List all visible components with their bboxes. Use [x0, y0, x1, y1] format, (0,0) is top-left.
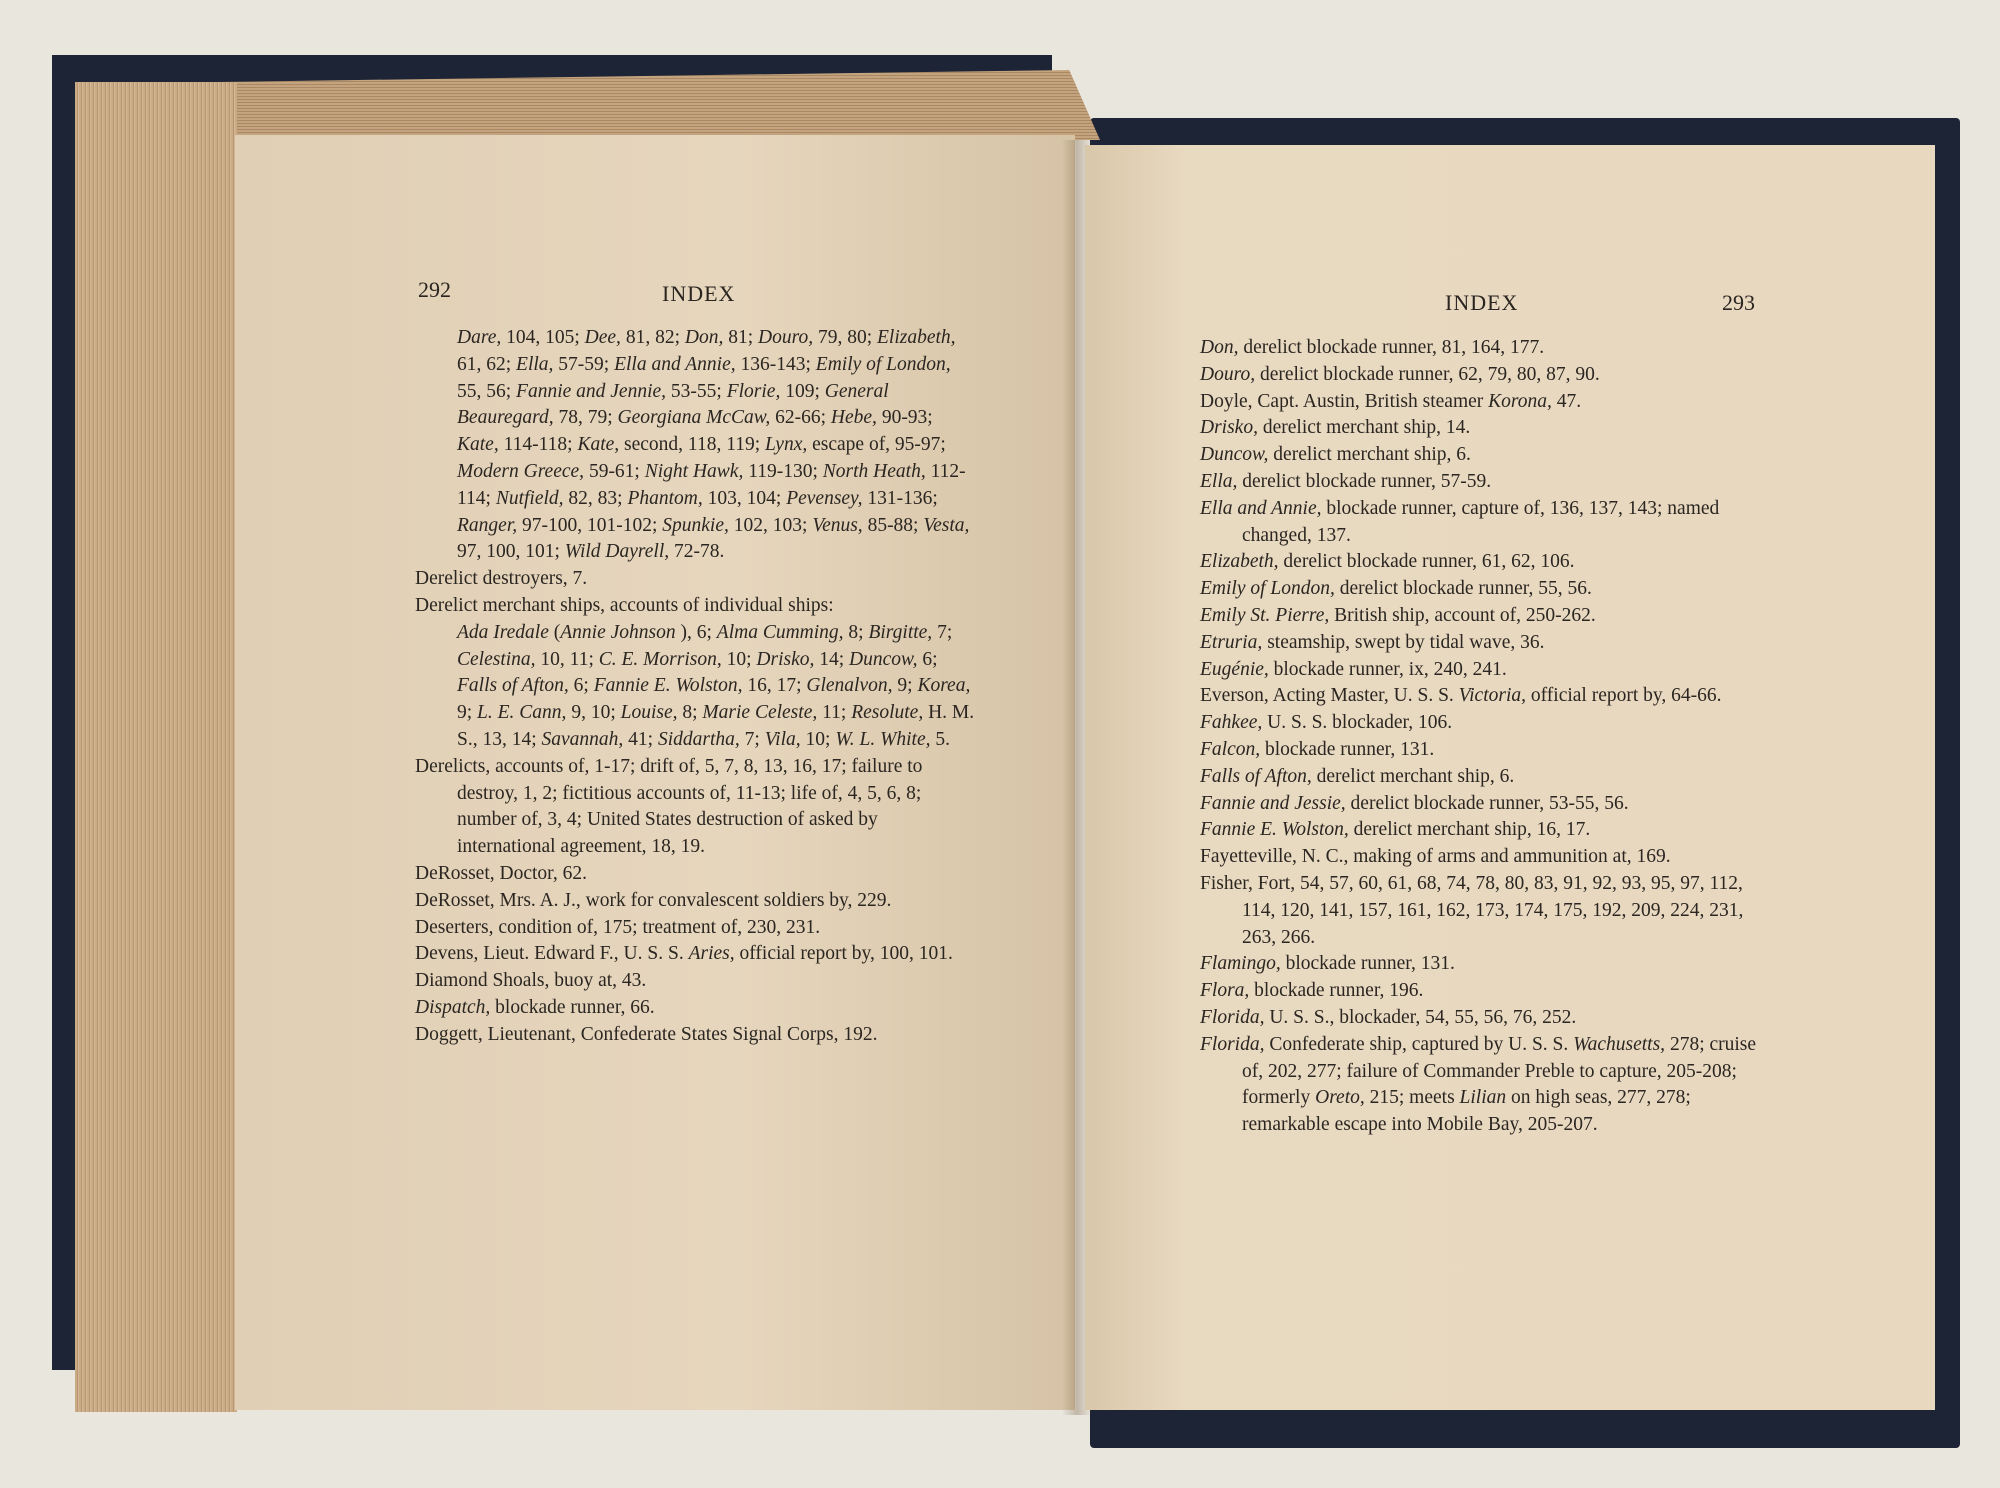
index-entry — [1200, 389, 1770, 416]
entry-text: 62-66; — [775, 407, 831, 429]
entry-text: 57-59; — [558, 353, 615, 375]
entry-text: 47. — [1556, 390, 1582, 412]
index-entry — [1200, 549, 1770, 576]
index-entry — [1200, 362, 1770, 389]
entry-italic-text: Emily of London, — [815, 353, 951, 375]
index-entry — [1200, 415, 1770, 442]
entry-text: 6; — [573, 675, 594, 697]
entry-text: 136-143; — [740, 353, 816, 375]
entry-text: 102, 103; — [733, 514, 813, 536]
entry-text: derelict blockade runner, 62, 79, 80, 87, 90. — [1259, 363, 1600, 385]
entry-italic-text: Florida, — [1200, 1006, 1270, 1028]
entry-italic-text: L. E. Cann, — [477, 702, 572, 724]
entry-italic-text: Ella, — [1200, 470, 1243, 492]
entry-text: 104, 105; — [506, 327, 585, 348]
entry-italic-text: Fannie and Jessie, — [1200, 792, 1351, 814]
entry-text: second, 118, 119; — [624, 434, 766, 456]
index-entry — [415, 995, 975, 1022]
index-entry — [415, 754, 975, 861]
entry-text: blockade runner, capture of, 136, 137, 143; named changed, 137. — [1242, 497, 1720, 546]
entry-italic-text: Ella and Annie, — [1200, 497, 1327, 519]
entry-text: 81; — [728, 327, 758, 348]
entry-text: Fisher, Fort, 54, 57, 60, 61, 68, 74, 78, 80, 83, 91, 92, 93, 95, 97, 112, 114, 120, 141, 157, 161, 162, 173, 174, 175, 192, 209, 224, 231, 263, 266. — [1200, 872, 1744, 948]
entry-italic-text: Modern Greece, — [457, 460, 589, 482]
entry-text: 90-93; — [881, 407, 933, 429]
entry-text: 6; — [922, 648, 938, 670]
entry-text: Deserters, condition of, 175; treatment of, 230, 231. — [415, 916, 821, 938]
entry-italic-text: Florida, — [1200, 1033, 1270, 1055]
entry-text: derelict blockade runner, 57-59. — [1242, 470, 1492, 492]
entry-italic-text: Elizabeth, — [877, 327, 956, 348]
entry-italic-text: Hebe, — [830, 407, 882, 429]
entry-italic-text: Lilian — [1459, 1087, 1512, 1109]
entry-text: 85-88; — [867, 514, 924, 536]
index-entry — [1200, 764, 1770, 791]
entry-text: derelict blockade runner, 53-55, 56. — [1350, 792, 1629, 814]
index-entry — [415, 566, 975, 593]
entry-text: 7; — [744, 728, 765, 750]
entry-text: Doyle, Capt. Austin, British steamer — [1200, 390, 1489, 412]
index-entry — [415, 620, 975, 754]
index-entry — [1200, 791, 1770, 818]
entry-italic-text: Falls of Afton, — [1200, 765, 1317, 787]
entry-text: official report by, 64-66. — [1530, 685, 1722, 707]
entry-text: 78, 79; — [558, 407, 618, 429]
entry-text: blockade runner, ix, 240, 241. — [1273, 658, 1507, 680]
entry-text: 72-78. — [674, 541, 725, 563]
page-header-right: INDEX — [1445, 290, 1519, 315]
entry-text: derelict merchant ship, 16, 17. — [1353, 819, 1591, 841]
entry-text: 53-55; — [670, 380, 727, 402]
page-edges-side — [75, 82, 237, 1412]
entry-italic-text: Etruria, — [1200, 631, 1268, 653]
entry-text: derelict blockade runner, 81, 164, 177. — [1243, 337, 1545, 358]
entry-italic-text: Venus, — [812, 514, 868, 536]
entry-text: 97-100, 101-102; — [522, 514, 663, 536]
entry-italic-text: Georgiana McCaw, — [617, 407, 776, 429]
entry-italic-text: Don, — [1200, 337, 1244, 358]
entry-italic-text: Resolute, — [851, 702, 929, 724]
index-entry — [1200, 951, 1770, 978]
entry-italic-text: Dispatch, — [415, 996, 496, 1018]
right-page — [1085, 145, 1935, 1410]
entry-text: derelict blockade runner, 61, 62, 106. — [1283, 551, 1575, 573]
entry-text: 112-114; — [457, 460, 966, 509]
entry-text: H. M. S., 13, 14; — [457, 702, 975, 750]
entry-text: Derelict merchant ships, accounts of individual ships: — [415, 594, 834, 616]
entry-italic-text: Eugénie, — [1200, 658, 1274, 680]
entry-italic-text: Fannie E. Wolston, — [593, 675, 748, 697]
entry-text: 7; — [937, 621, 953, 643]
entry-italic-text: Victoria, — [1458, 685, 1531, 707]
entry-text: 119-130; — [748, 460, 823, 482]
entry-text: 97, 100, 101; — [457, 541, 565, 563]
entry-italic-text: Emily of London, — [1200, 578, 1340, 600]
entry-italic-text: Vesta, — [923, 514, 970, 536]
entry-italic-text: Elizabeth, — [1200, 551, 1284, 573]
entry-text: U. S. S. blockader, 106. — [1267, 712, 1453, 734]
index-entry — [1200, 496, 1770, 550]
entry-text: 9, 10; — [571, 702, 621, 724]
entry-text: 41; — [628, 728, 658, 750]
index-entry — [1200, 737, 1770, 764]
entry-text: 5. — [935, 728, 950, 750]
index-entries-right — [1200, 335, 1770, 1139]
entry-italic-text: Nutfield, — [495, 487, 569, 509]
entry-italic-text: Dare, — [457, 327, 507, 348]
entry-text: 9; — [457, 702, 478, 724]
entry-text: 61, 62; — [457, 353, 517, 375]
entry-text: 109; — [785, 380, 825, 402]
index-entry — [415, 915, 975, 942]
entry-text: derelict blockade runner, 55, 56. — [1339, 578, 1592, 600]
entry-italic-text: Aries, — [688, 943, 740, 965]
entry-text: 278; cruise of, 202, 277; failure of Commander Preble to capture, 205-208; formerly — [1242, 1033, 1757, 1109]
entry-italic-text: Duncow, — [849, 648, 923, 670]
entry-italic-text: Birgitte, — [868, 621, 938, 643]
page-header-left: INDEX — [662, 281, 736, 306]
index-entry — [1200, 576, 1770, 603]
entry-text: official report by, 100, 101. — [739, 943, 953, 965]
entry-text: Diamond Shoals, buoy at, 43. — [415, 970, 647, 992]
index-entry — [415, 1022, 975, 1049]
index-entry — [1200, 683, 1770, 710]
index-entry — [415, 968, 975, 995]
entry-text: Devens, Lieut. Edward F., U. S. S. — [415, 943, 689, 965]
entry-text: 131-136; — [867, 487, 938, 509]
entry-text: on high seas, 277, 278; remarkable escape into Mobile Bay, 205-207. — [1242, 1087, 1691, 1136]
entry-italic-text: Glenalvon, — [806, 675, 898, 697]
entry-text: 103, 104; — [707, 487, 787, 509]
index-entry — [1200, 630, 1770, 657]
entry-text: 81, 82; — [625, 327, 685, 348]
entry-italic-text: General Beauregard, — [457, 380, 889, 429]
entry-italic-text: Louise, — [620, 702, 683, 724]
index-entry — [1200, 817, 1770, 844]
index-entry — [1200, 657, 1770, 684]
entry-text: blockade runner, 131. — [1285, 953, 1455, 975]
entry-text: British ship, account of, 250-262. — [1334, 604, 1596, 626]
entry-text: DeRosset, Mrs. A. J., work for convalescent soldiers by, 229. — [415, 889, 892, 911]
entry-text: 10; — [726, 648, 757, 670]
entry-italic-text: Lynx, — [765, 434, 813, 456]
entry-italic-text: C. E. Morrison, — [598, 648, 727, 670]
page-number-left: 292 — [418, 277, 451, 302]
index-entry — [1200, 978, 1770, 1005]
entry-italic-text: Duncow, — [1200, 444, 1274, 466]
entry-italic-text: Korea, — [917, 675, 971, 697]
index-entry — [1200, 1005, 1770, 1032]
entry-text: blockade runner, 196. — [1254, 980, 1424, 1002]
entry-text: 55, 56; — [457, 380, 517, 402]
entry-italic-text: Drisko, — [756, 648, 820, 670]
entry-text: blockade runner, 131. — [1264, 738, 1435, 760]
entry-italic-text: Don, — [684, 327, 729, 348]
entry-italic-text: Ella and Annie, — [614, 353, 741, 375]
entry-text: 11; — [822, 702, 852, 724]
entry-italic-text: Falls of Afton, — [457, 675, 574, 697]
entry-italic-text: Wachusetts, — [1573, 1033, 1670, 1055]
entry-italic-text: Flamingo, — [1200, 953, 1286, 975]
entry-italic-text: Vila, — [764, 728, 806, 750]
index-entry — [415, 888, 975, 915]
entry-text: escape of, 95-97; — [812, 434, 946, 456]
entry-italic-text: Fahkee, — [1200, 712, 1268, 734]
index-entry — [415, 941, 975, 968]
entry-text: derelict merchant ship, 6. — [1273, 444, 1471, 466]
entry-italic-text: Douro, — [758, 327, 818, 348]
index-entry — [1200, 469, 1770, 496]
index-entry — [1200, 844, 1770, 871]
entry-italic-text: Fannie and Jennie, — [516, 380, 671, 402]
entry-text: 82, 83; — [568, 487, 628, 509]
entry-italic-text: Dee, — [584, 327, 626, 348]
entry-text: 16, 17; — [747, 675, 807, 697]
entry-italic-text: Fannie E. Wolston, — [1200, 819, 1354, 841]
entry-italic-text: Night Hawk, — [644, 460, 749, 482]
index-entry — [415, 861, 975, 888]
entry-italic-text: Savannah, — [541, 728, 629, 750]
entry-text: blockade runner, 66. — [495, 996, 655, 1018]
index-entry — [1200, 710, 1770, 737]
entry-text: U. S. S., blockader, 54, 55, 56, 76, 252. — [1269, 1006, 1577, 1028]
entry-italic-text: Phantom, — [627, 487, 708, 509]
page-number-right: 293 — [1722, 290, 1755, 315]
entry-text: derelict merchant ship, 14. — [1262, 417, 1471, 439]
entry-italic-text: Annie Johnson — [560, 621, 676, 643]
index-entry — [1200, 603, 1770, 630]
entry-text: ( — [553, 621, 561, 643]
entry-text: 79, 80; — [817, 327, 877, 348]
entry-italic-text: Ranger, — [457, 514, 522, 536]
entry-italic-text: Spunkie, — [662, 514, 734, 536]
entry-text: 8; — [848, 621, 869, 643]
entry-text: 59-61; — [588, 460, 645, 482]
entry-italic-text: Drisko, — [1200, 417, 1263, 439]
entry-italic-text: Celestina, — [457, 648, 541, 670]
entry-text: ), 6; — [675, 621, 717, 643]
entry-italic-text: Falcon, — [1200, 738, 1265, 760]
entry-italic-text: Douro, — [1200, 363, 1260, 385]
entry-text: 215; meets — [1369, 1087, 1460, 1109]
entry-text: Derelicts, accounts of, 1-17; drift of, 5, 7, 8, 13, 16, 17; failure to destroy, 1, 2; fictitious accounts of, 11-13; life of, 4, 5, 6, 8; number of, 3, 4; United States destruction of asked by international agreement, 18, 19. — [415, 755, 923, 858]
index-entry — [1200, 442, 1770, 469]
entry-text: Confederate ship, captured by U. S. S. — [1269, 1033, 1574, 1055]
entry-italic-text: Florie, — [726, 380, 786, 402]
entry-italic-text: Pevensey, — [786, 487, 868, 509]
entry-text: 10, 11; — [540, 648, 599, 670]
index-entries-left — [415, 325, 975, 1049]
entry-text: derelict merchant ship, 6. — [1316, 765, 1515, 787]
entry-text: Derelict destroyers, 7. — [415, 568, 588, 590]
entry-italic-text: Flora, — [1200, 980, 1255, 1002]
entry-italic-text: Wild Dayrell, — [564, 541, 675, 563]
entry-italic-text: Siddartha, — [657, 728, 745, 750]
index-entry — [415, 593, 975, 620]
index-entry — [415, 325, 975, 566]
entry-italic-text: Korona, — [1488, 390, 1557, 412]
entry-text: Fayetteville, N. C., making of arms and ammunition at, 169. — [1200, 846, 1671, 868]
entry-text: 9; — [897, 675, 918, 697]
entry-text: Doggett, Lieutenant, Confederate States Signal Corps, 192. — [415, 1023, 878, 1045]
entry-italic-text: Ada Iredale — [457, 621, 554, 643]
index-entry — [1200, 335, 1770, 362]
entry-text: steamship, swept by tidal wave, 36. — [1267, 631, 1545, 653]
entry-italic-text: Ella, — [516, 353, 559, 375]
index-entry — [1200, 871, 1770, 951]
entry-text: 114-118; — [503, 434, 578, 456]
entry-text: 10; — [805, 728, 836, 750]
index-entry — [1200, 1032, 1770, 1139]
entry-text: 14; — [819, 648, 850, 670]
entry-italic-text: Kate, — [577, 434, 625, 456]
entry-italic-text: W. L. White, — [835, 728, 936, 750]
left-page — [235, 135, 1075, 1410]
entry-italic-text: Emily St. Pierre, — [1200, 604, 1335, 626]
entry-text: DeRosset, Doctor, 62. — [415, 862, 587, 884]
entry-italic-text: Oreto, — [1315, 1087, 1370, 1109]
entry-text: 8; — [682, 702, 703, 724]
entry-italic-text: Kate, — [457, 434, 504, 456]
entry-italic-text: Alma Cumming, — [716, 621, 849, 643]
entry-italic-text: Marie Celeste, — [702, 702, 823, 724]
entry-text: Everson, Acting Master, U. S. S. — [1200, 685, 1459, 707]
entry-italic-text: North Heath, — [822, 460, 931, 482]
